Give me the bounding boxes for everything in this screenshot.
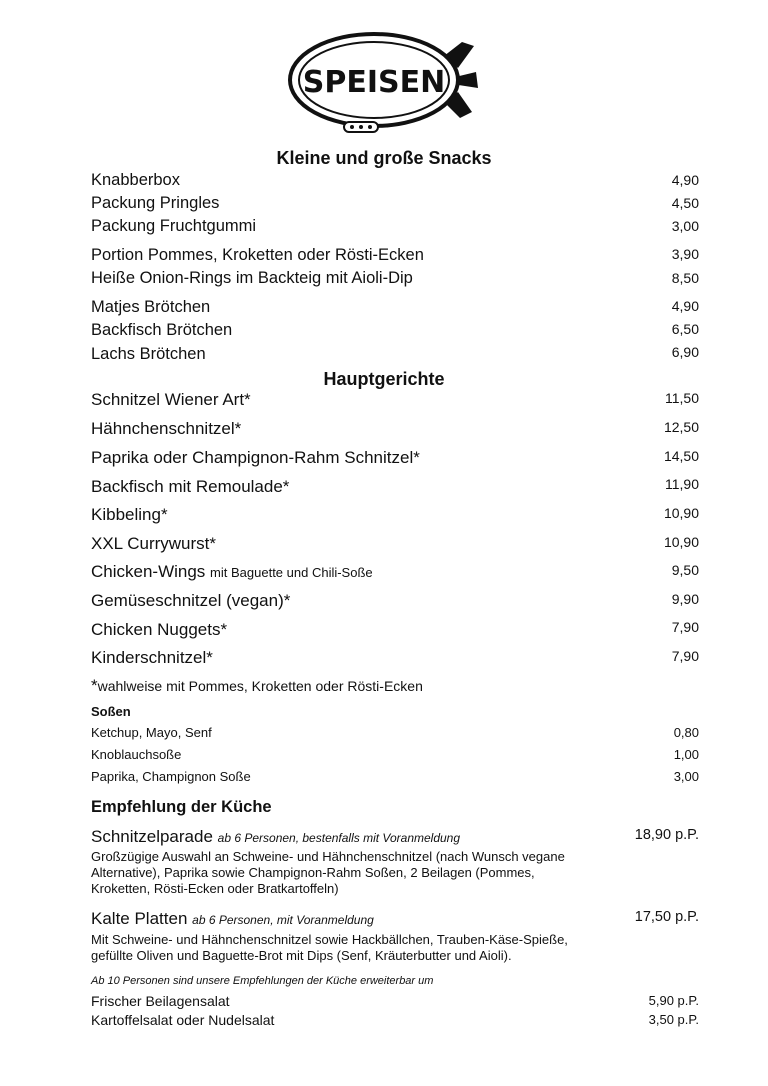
- menu-item-price: 6,50: [671, 321, 699, 337]
- sauce-price: 0,80: [673, 725, 699, 740]
- menu-item-price: 11,90: [665, 476, 699, 492]
- recommend-item-price: 17,50 p.P.: [634, 909, 699, 925]
- menu-item-price: 3,90: [671, 246, 699, 262]
- menu-item-name: Heiße Onion-Rings im Backteig mit Aioli-Dip: [91, 269, 413, 287]
- sauce-name: Ketchup, Mayo, Senf: [91, 725, 212, 740]
- menu-item-name: Chicken-Wings: [91, 562, 206, 581]
- extension-note: Ab 10 Personen sind unsere Empfehlungen der Küche erweiterbar um: [91, 975, 434, 987]
- logo-text: SPEISEN: [302, 65, 446, 100]
- extra-name: Frischer Beilagensalat: [91, 993, 230, 1009]
- section-title-main: Hauptgerichte: [323, 369, 445, 389]
- recommend-item-price: 18,90 p.P.: [634, 827, 699, 843]
- menu-item-name: Backfisch Brötchen: [91, 321, 233, 339]
- menu-item-price: 11,50: [665, 390, 699, 406]
- menu-item-name: Paprika oder Champignon-Rahm Schnitzel*: [91, 448, 420, 467]
- sauce-price: 1,00: [673, 747, 699, 762]
- menu-item-price: 14,50: [663, 448, 699, 464]
- speisen-blimp-logo: [286, 28, 486, 136]
- menu-item-name: Backfisch mit Remoulade*: [91, 477, 290, 496]
- menu-item-price: 10,90: [663, 534, 699, 550]
- main-footnote: [91, 676, 423, 696]
- extra-name: Kartoffelsalat oder Nudelsalat: [91, 1012, 275, 1028]
- menu-item-name: Kibbeling*: [91, 505, 168, 524]
- menu-item-price: 6,90: [671, 344, 699, 360]
- section-title-sauces: Soßen: [91, 704, 131, 719]
- recommend-item-name: Schnitzelparade: [91, 827, 213, 846]
- menu-item-price: 4,90: [671, 172, 699, 188]
- menu-item-name: Knabberbox: [91, 171, 180, 189]
- menu-item-name: Matjes Brötchen: [91, 298, 211, 316]
- menu-item-name: Schnitzel Wiener Art*: [91, 390, 251, 409]
- menu-item-name: Lachs Brötchen: [91, 345, 206, 363]
- sauce-price: 3,00: [673, 769, 699, 784]
- sauce-name: Paprika, Champignon Soße: [91, 769, 251, 784]
- footnote-text: wahlweise mit Pommes, Kroketten oder Rösti-Ecken: [97, 678, 423, 694]
- section-title-snacks: Kleine und große Snacks: [276, 148, 492, 168]
- sauce-name: Knoblauchsoße: [91, 747, 182, 762]
- menu-item-price: 4,50: [671, 195, 699, 211]
- recommend-item-note: ab 6 Personen, bestenfalls mit Voranmeldung: [217, 831, 461, 845]
- recommend-item-desc: Mit Schweine- und Hähnchenschnitzel sowie Hackbällchen, Trauben-Käse-Spieße, gefüllte Oliven und Baguette-Brot mit Dips (Senf, Kräuterbutter und Aioli).: [91, 932, 568, 963]
- extra-price: 3,50 p.P.: [648, 1012, 699, 1027]
- menu-item-price: 9,90: [671, 591, 699, 607]
- menu-item-price: 3,00: [671, 218, 699, 234]
- menu-item-name: Portion Pommes, Kroketten oder Rösti-Ecken: [91, 246, 424, 264]
- menu-item-name: Chicken Nuggets*: [91, 620, 228, 639]
- recommend-item-desc: Großzügige Auswahl an Schweine- und Hähnchenschnitzel (nach Wunsch vegane Alternative), Paprika sowie Champignon-Rahm Soßen, 2 Beilagen (Pommes, Kroketten, Rösti-Ecken oder Bratkartoffeln): [91, 849, 565, 896]
- menu-item-price: 9,50: [671, 562, 699, 578]
- menu-item-name: Gemüseschnitzel (vegan)*: [91, 591, 291, 610]
- menu-item-price: 12,50: [663, 419, 699, 435]
- menu-item-chicken-wings: [91, 562, 373, 582]
- menu-item-price: 10,90: [663, 505, 699, 521]
- section-title-recommend: Empfehlung der Küche: [91, 798, 272, 816]
- menu-item-name: XXL Currywurst*: [91, 534, 217, 553]
- extra-price: 5,90 p.P.: [648, 993, 699, 1008]
- menu-item-price: 8,50: [671, 270, 699, 286]
- menu-item-name: Packung Fruchtgummi: [91, 217, 257, 235]
- menu-item-price: 7,90: [671, 648, 699, 664]
- menu-item-extra: mit Baguette und Chili-Soße: [210, 565, 373, 580]
- menu-item-name: Hähnchenschnitzel*: [91, 419, 242, 438]
- menu-item-name: Kinderschnitzel*: [91, 648, 213, 667]
- menu-item-name: Packung Pringles: [91, 194, 220, 212]
- recommend-item-schnitzelparade: [91, 827, 460, 847]
- recommend-item-kalte-platten: [91, 909, 374, 929]
- menu-item-price: 4,90: [671, 298, 699, 314]
- footnote-star: *: [91, 676, 98, 695]
- menu-item-price: 7,90: [671, 619, 699, 635]
- recommend-item-note: ab 6 Personen, mit Voranmeldung: [192, 913, 374, 927]
- recommend-item-name: Kalte Platten: [91, 909, 188, 928]
